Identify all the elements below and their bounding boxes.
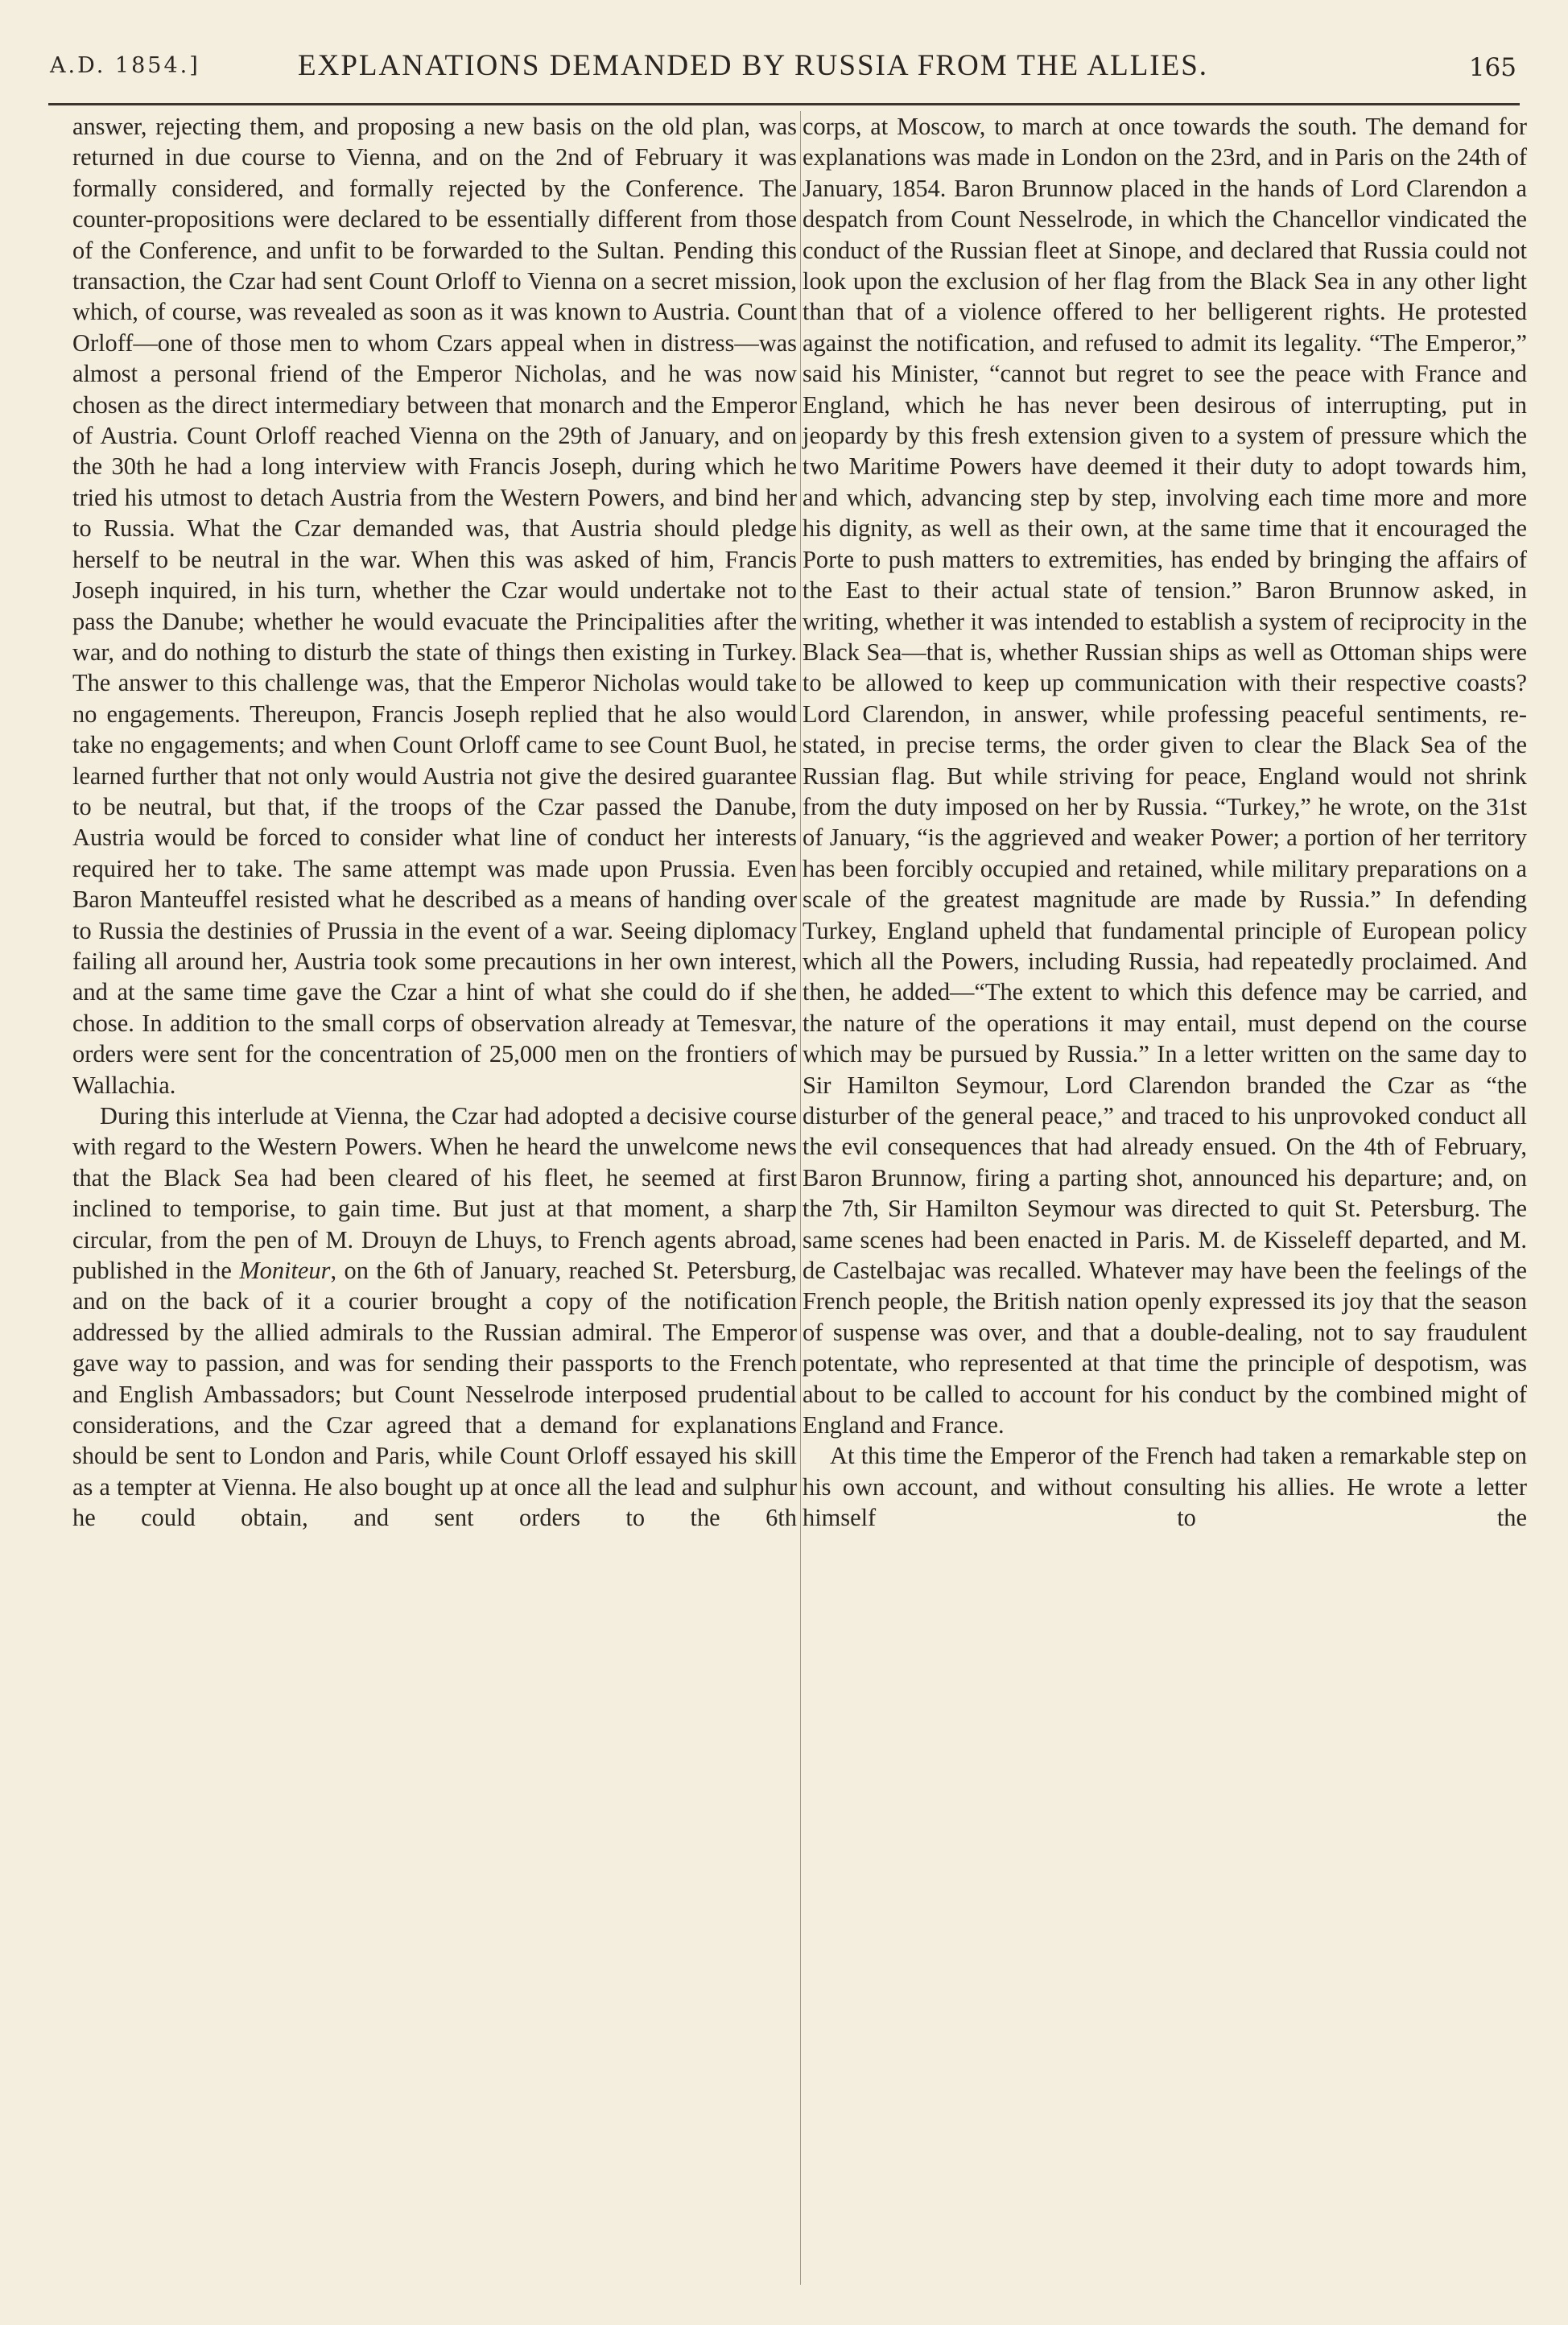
column-divider bbox=[800, 111, 801, 2285]
header-title: EXPLANATIONS DEMANDED BY RUSSIA FROM THE ALLIES. bbox=[298, 49, 1209, 82]
left-paragraph-1: answer, rejecting them, and proposing a new basis on the old plan, was returned in due course to Vienna, and on the 2nd of February it was formally considered, and formally rejected by the Conference. The counter-propositions were declared to be essentially different from those of the Conference, and unfit to be forwarded to the Sultan. Pending this transaction, the Czar had sent Count Orloff to Vienna on a secret mission, which, of course, was revealed as soon as it was known to Austria. Count Orloff—one of those men to whom Czars appeal when in distress—was almost a personal friend of the Emperor Nicholas, and he was now chosen as the direct intermediary between that monarch and the Emperor of Austria. Count Orloff reached Vienna on the 29th of January, and on the 30th he had a long interview with Francis Joseph, during which he tried his utmost to detach Austria from the Western Powers, and bind her to Russia. What the Czar demanded was, that Austria should pledge herself to be neutral in the war. When this was asked of him, Francis Joseph inquired, in his turn, whether the Czar would undertake not to pass the Danube; whether he would evacuate the Principalities after the war, and do nothing to disturb the state of things then existing in Turkey. The answer to this challenge was, that the Emperor Nicholas would take no engagements. Thereupon, Francis Joseph replied that he also would take no engagements; and when Count Orloff came to see Count Buol, he learned further that not only would Austria not give the desired guarantee to be neutral, but that, if the troops of the Czar passed the Danube, Austria would be forced to consider what line of conduct her interests required her to take. The same attempt was made upon Prussia. Even Baron Manteuffel resisted what he described as a means of handing over to Russia the destinies of Prussia in the event of a war. Seeing diplomacy failing all around her, Austria took some precautions in her own interest, and at the same time gave the Czar a hint of what she could do if she chose. In addition to the small corps of observation already at Temesvar, orders were sent for the concentration of 25,000 men on the frontiers of Wallachia. bbox=[72, 113, 797, 1099]
running-header bbox=[48, 48, 1520, 97]
header-date: A.D. 1854.] bbox=[50, 53, 200, 78]
right-paragraph-1: corps, at Moscow, to march at once towards the south. The demand for explanations was made in London on the 23rd, and in Paris on the 24th of January, 1854. Baron Brunnow placed in the hands of Lord Clarendon a despatch from Count Nesselrode, in which the Chancellor vindicated the conduct of the Russian fleet at Sinope, and declared that Russia could not look upon the exclusion of her flag from the Black Sea in any other light than that of a violence offered to her belligerent rights. He protested against the notification, and refused to admit its legality. “The Emperor,” said his Minister, “cannot but regret to see the peace with France and England, which he has never been desirous of interrupting, put in jeopardy by this fresh extension given to a system of pressure which the two Maritime Powers have deemed it their duty to adopt towards him, and which, advancing step by step, involving each time more and more his dignity, as well as their own, at the same time that it encouraged the Porte to push matters to extremities, has ended by bringing the affairs of the East to their actual state of tension.” Baron Brunnow asked, in writing, whether it was intended to establish a system of reciprocity in the Black Sea—that is, whether Russian ships as well as Ottoman ships were to be allowed to keep up communication with their respective coasts? Lord Clarendon, in answer, while professing peaceful sentiments, re-stated, in precise terms, the order given to clear the Black Sea of the Russian flag. But while striving for peace, England would not shrink from the duty imposed on her by Russia. “Turkey,” he wrote, on the 31st of January, “is the aggrieved and weaker Power; a portion of her territory has been forcibly occupied and retained, while military preparations on a scale of the greatest magnitude are made by Russia.” In defending Turkey, England upheld that fundamental principle of European policy which all the Powers, including Russia, had repeatedly proclaimed. And then, he added—“The extent to which this defence may be carried, and the nature of the operations it may entail, must depend on the course which may be pursued by Russia.” In a letter written on the same day to Sir Hamilton Seymour, Lord Clarendon branded the Czar as “the disturber of the general peace,” and traced to his unprovoked conduct all the evil consequences that had already ensued. On the 4th of February, Baron Brunnow, firing a parting shot, announced his departure; and, on the 7th, Sir Hamilton Seymour was directed to quit St. Petersburg. The same scenes had been enacted in Paris. M. de Kisseleff departed, and M. de Castelbajac was recalled. Whatever may have been the feelings of the French people, the British nation openly expressed its joy that the season of suspense was over, and that a double-dealing, not to say fraudulent potentate, who represented at that time the principle of despotism, was about to be called to account for his conduct by the combined might of England and France. bbox=[803, 113, 1527, 1439]
right-column bbox=[803, 111, 1527, 1534]
page-number: 165 bbox=[1468, 53, 1516, 82]
left-column bbox=[72, 111, 797, 1534]
right-paragraph-2: At this time the Emperor of the French had taken a remarkable step on his own account, and without consulting his allies. He wrote a letter himself to the bbox=[803, 1442, 1527, 1532]
moniteur-italic: Moniteur bbox=[239, 1257, 331, 1285]
left-paragraph-2-text-a: During this interlude at Vienna, the Czar had adopted a decisive course with regard to the Western Powers. When he heard the unwelcome news that the Black Sea had been cleared of his fleet, he seemed at first inclined to temporise, to gain time. But just at that moment, a sharp circular, from the pen of M. Drouyn de Lhuys, to French agents abroad, published in the bbox=[72, 1102, 797, 1285]
header-rule bbox=[48, 103, 1520, 105]
left-paragraph-2 bbox=[72, 1101, 797, 1534]
left-paragraph-2-text-b: , on the 6th of January, reached St. Petersburg, and on the back of it a courier brought a copy of the notification addressed by the allied admirals to the Russian admiral. The Emperor gave way to passion, and was for sending their passports to the French and English Ambassadors; but Count Nesselrode interposed prudential considerations, and the Czar agreed that a demand for explanations should be sent to London and Paris, while Count Orloff essayed his skill as a tempter at Vienna. He also bought up at once all the lead and sulphur he could obtain, and sent orders to the 6th bbox=[72, 1257, 797, 1532]
